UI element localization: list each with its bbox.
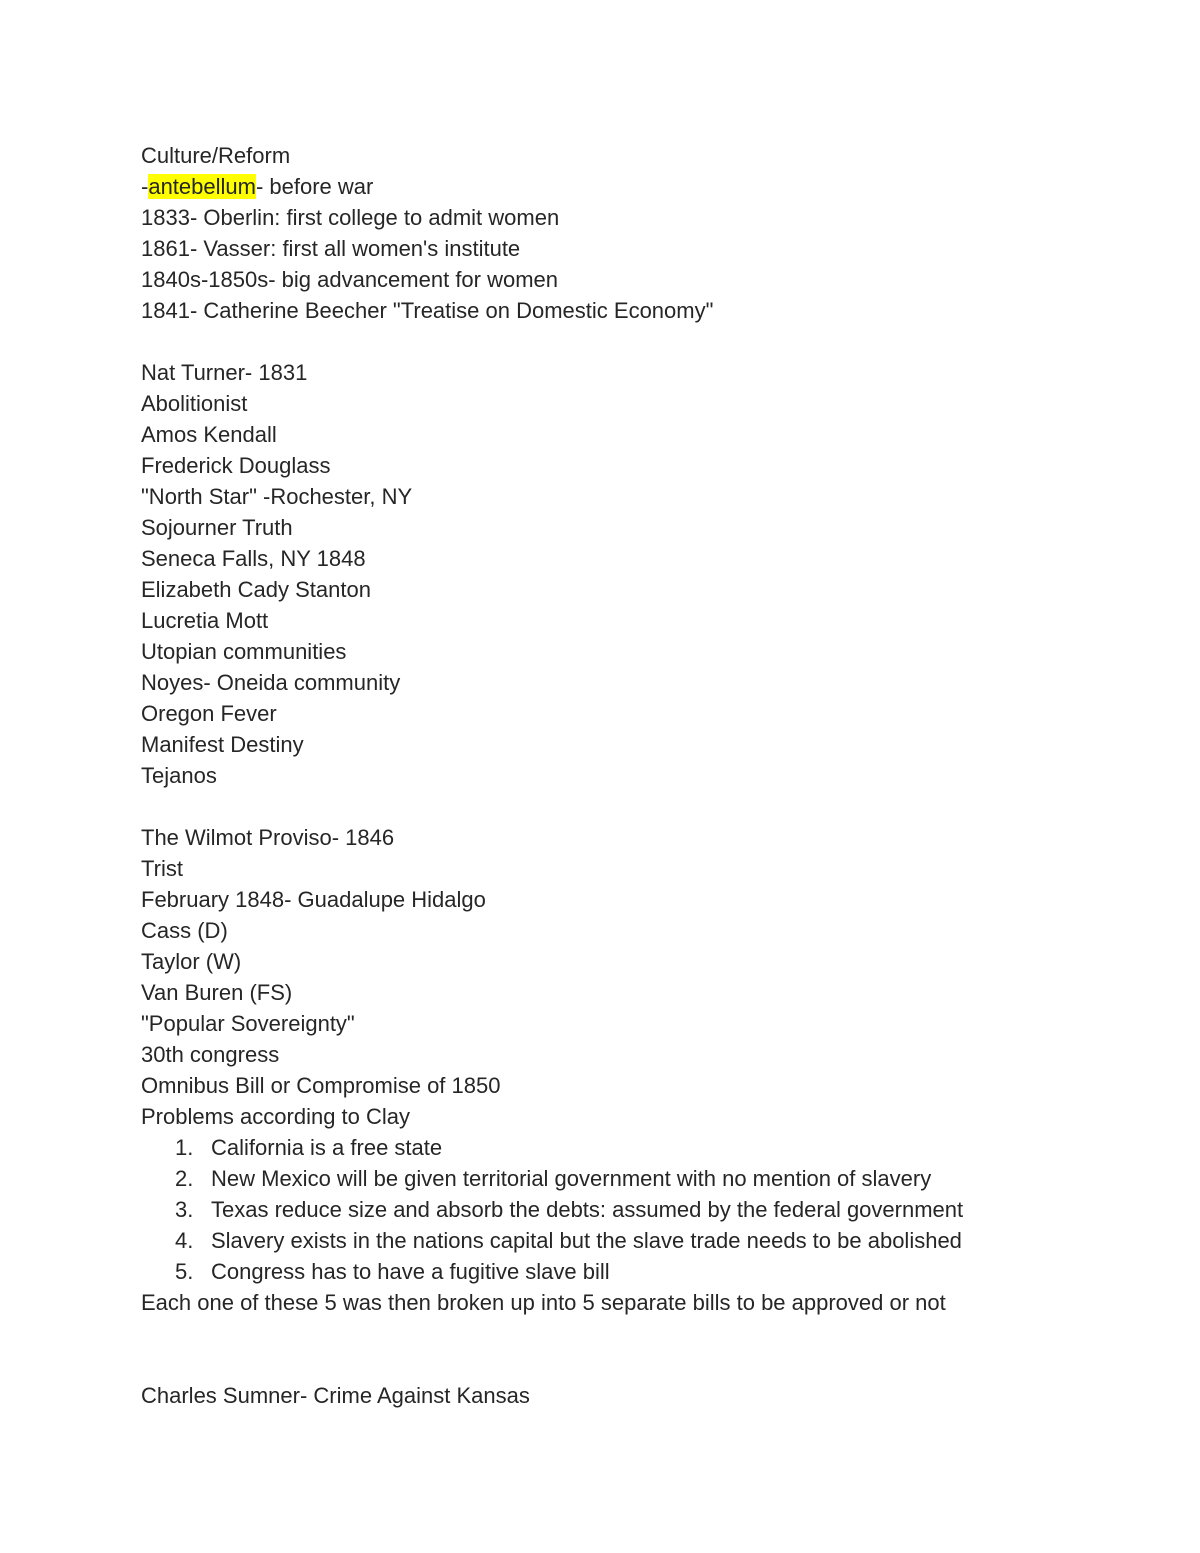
section-title: Culture/Reform [141, 143, 291, 168]
list-text: New Mexico will be given territorial government with no mention of slavery [211, 1166, 932, 1191]
note-line: "North Star" -Rochester, NY [141, 484, 413, 509]
note-line: Charles Sumner- Crime Against Kansas [141, 1383, 530, 1408]
list-item [141, 1225, 1141, 1256]
note-line: 1841- Catherine Beecher "Treatise on Domestic Economy" [141, 298, 714, 323]
list-item [141, 1132, 1141, 1163]
note-line: 1833- Oberlin: first college to admit women [141, 205, 560, 230]
note-line: Frederick Douglass [141, 453, 331, 478]
note-line: Sojourner Truth [141, 515, 293, 540]
list-text: Texas reduce size and absorb the debts: assumed by the federal government [211, 1197, 964, 1222]
note-line: February 1848- Guadalupe Hidalgo [141, 887, 486, 912]
note-line: Cass (D) [141, 918, 228, 943]
list-text: Slavery exists in the nations capital but the slave trade needs to be abolished [211, 1228, 962, 1253]
list-number: 1. [175, 1135, 194, 1160]
note-line: 1861- Vasser: first all women's institute [141, 236, 521, 261]
blank-line [141, 791, 1141, 822]
numbered-list [141, 1132, 1141, 1287]
note-line: Lucretia Mott [141, 608, 269, 633]
antebellum-line [141, 171, 1141, 202]
note-line: Tejanos [141, 763, 217, 788]
note-line: The Wilmot Proviso- 1846 [141, 825, 395, 850]
list-item [141, 1194, 1141, 1225]
note-line: Noyes- Oneida community [141, 670, 401, 695]
note-line: Omnibus Bill or Compromise of 1850 [141, 1073, 501, 1098]
list-item [141, 1256, 1141, 1287]
antebellum-definition: - before war [255, 174, 374, 199]
list-item [141, 1163, 1141, 1194]
note-line: 30th congress [141, 1042, 280, 1067]
antebellum-prefix: - [141, 174, 149, 199]
note-line: Manifest Destiny [141, 732, 304, 757]
note-line: Trist [141, 856, 183, 881]
note-line: Amos Kendall [141, 422, 277, 447]
document-page [141, 140, 1141, 1411]
note-line: Oregon Fever [141, 701, 277, 726]
list-text: California is a free state [211, 1135, 443, 1160]
note-line: Seneca Falls, NY 1848 [141, 546, 366, 571]
note-line: Abolitionist [141, 391, 248, 416]
note-line: Problems according to Clay [141, 1104, 411, 1129]
note-line: Taylor (W) [141, 949, 242, 974]
note-line: Van Buren (FS) [141, 980, 293, 1005]
list-number: 5. [175, 1259, 194, 1284]
blank-line [141, 326, 1141, 357]
list-text: Congress has to have a fugitive slave bill [211, 1259, 610, 1284]
note-line: "Popular Sovereignty" [141, 1011, 355, 1036]
list-number: 4. [175, 1228, 194, 1253]
list-number: 3. [175, 1197, 194, 1222]
blank-line [141, 1318, 1141, 1380]
note-line: Utopian communities [141, 639, 347, 664]
note-line: Elizabeth Cady Stanton [141, 577, 371, 602]
list-number: 2. [175, 1166, 194, 1191]
note-line: Each one of these 5 was then broken up into 5 separate bills to be approved or not [141, 1290, 946, 1315]
highlighted-term: antebellum [148, 174, 256, 199]
note-line: Nat Turner- 1831 [141, 360, 308, 385]
note-line: 1840s-1850s- big advancement for women [141, 267, 559, 292]
